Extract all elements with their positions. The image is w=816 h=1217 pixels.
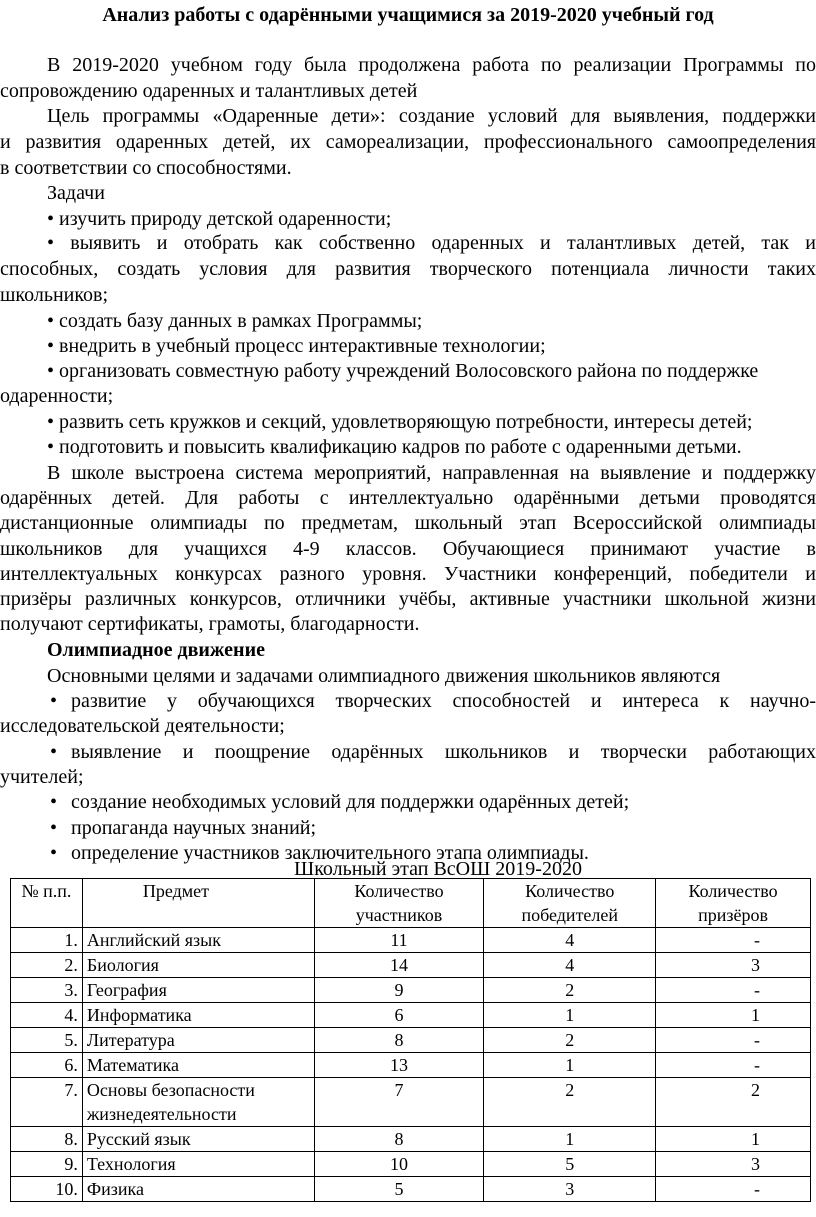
- winners-count: 1: [484, 1127, 656, 1152]
- task-item: • подготовить и повысить квалификацию кадров по работе с одаренными детьми.: [47, 436, 742, 458]
- table-row: [11, 953, 811, 978]
- prize-winners-count: -: [656, 1053, 811, 1078]
- bullet-icon: •: [50, 842, 58, 864]
- prize-winners-count: 1: [656, 1003, 811, 1028]
- table-row: [11, 928, 811, 953]
- winners-count: 2: [484, 978, 656, 1003]
- table-row: [11, 1127, 811, 1152]
- task-item: • создать базу данных в рамках Программы;: [47, 310, 423, 332]
- system-paragraph-line: получают сертификаты, грамоты, благодарности.: [0, 613, 420, 635]
- olymp-goal-text: определение участников заключительного этапа олимпиады.: [71, 842, 589, 864]
- olymp-goal-continuation: исследовательской деятельности;: [0, 715, 285, 737]
- participants-count: 13: [314, 1053, 484, 1078]
- row-number: 9.: [11, 1152, 83, 1177]
- subject-name: Английский язык: [82, 928, 314, 953]
- system-paragraph-line: одарённых детей. Для работы с интеллектуально одарёнными детьми проводятся: [0, 487, 816, 509]
- col-header-participants: Количество участников: [314, 879, 484, 928]
- olymp-goal-text: создание необходимых условий для поддержки одарённых детей;: [71, 791, 630, 813]
- row-number: 5.: [11, 1028, 83, 1053]
- table-row: [11, 1177, 811, 1202]
- task-item: школьников;: [0, 284, 109, 306]
- system-paragraph-line: школьников для учащихся 4-9 классов. Обучающиеся принимают участие в: [0, 538, 816, 560]
- col-header-subject: Предмет: [82, 879, 314, 928]
- task-item: • внедрить в учебный процесс интерактивные технологии;: [47, 335, 546, 357]
- table-row: [11, 1078, 811, 1127]
- subject-name: Биология: [82, 953, 314, 978]
- row-number: 2.: [11, 953, 83, 978]
- prize-winners-count: -: [656, 1028, 811, 1053]
- system-paragraph-line: интеллектуальных конкурсах разного уровня. Участники конференций, победители и: [0, 563, 816, 585]
- system-paragraph-line: В школе выстроена система мероприятий, направленная на выявление и поддержку: [47, 462, 816, 484]
- winners-count: 2: [484, 1078, 656, 1127]
- intro-line: в соответствии со способностями.: [0, 157, 292, 179]
- subject-name: Русский язык: [82, 1127, 314, 1152]
- system-paragraph-line: дистанционные олимпиады по предметам, школьный этап Всероссийской олимпиады: [0, 512, 816, 534]
- participants-count: 10: [314, 1152, 484, 1177]
- olymp-goal-text: выявление и поощрение одарённых школьников и творчески работающих: [71, 741, 816, 763]
- winners-count: 4: [484, 928, 656, 953]
- winners-count: 4: [484, 953, 656, 978]
- participants-count: 6: [314, 1003, 484, 1028]
- intro-line: В 2019-2020 учебном году была продолжена работа по реализации Программы по: [47, 54, 816, 76]
- participants-count: 14: [314, 953, 484, 978]
- prize-winners-count: 3: [656, 953, 811, 978]
- participants-count: 8: [314, 1127, 484, 1152]
- table-header-row: [11, 879, 811, 928]
- row-number: 6.: [11, 1053, 83, 1078]
- task-item: • изучить природу детской одаренности;: [47, 208, 392, 230]
- olymp-heading: Олимпиадное движение: [47, 639, 265, 661]
- prize-winners-count: 1: [656, 1127, 811, 1152]
- task-item: способных, создать условия для развития творческого потенциала личности таких: [0, 258, 816, 280]
- col-header-number: № п.п.: [11, 879, 83, 928]
- task-item: • развить сеть кружков и секций, удовлетворяющую потребности, интересы детей;: [47, 411, 753, 433]
- participants-count: 11: [314, 928, 484, 953]
- table-row: [11, 1152, 811, 1177]
- intro-line: сопровождению одаренных и талантливых детей: [0, 80, 418, 102]
- subject-name: География: [82, 978, 314, 1003]
- intro-line: Цель программы «Одаренные дети»: создание условий для выявления, поддержки: [47, 105, 816, 127]
- subject-name: Информатика: [82, 1003, 314, 1028]
- task-item: • выявить и отобрать как собственно одаренных и талантливых детей, так и: [47, 232, 816, 254]
- table-row: [11, 1003, 811, 1028]
- subject-name: Физика: [82, 1177, 314, 1202]
- olymp-intro: Основными целями и задачами олимпиадного движения школьников являются: [47, 665, 721, 687]
- prize-winners-count: -: [656, 1177, 811, 1202]
- row-number: 8.: [11, 1127, 83, 1152]
- system-paragraph-line: призёры различных конкурсов, отличники учёбы, активные участники школьной жизни: [0, 588, 816, 610]
- prize-winners-count: -: [656, 928, 811, 953]
- intro-line: и развития одаренных детей, их самореализации, профессионального самоопределения: [0, 131, 816, 153]
- col-header-prize-winners: Количество призёров: [656, 879, 811, 928]
- bullet-icon: •: [50, 690, 58, 712]
- bullet-icon: •: [50, 791, 58, 813]
- table-row: [11, 1053, 811, 1078]
- winners-count: 2: [484, 1028, 656, 1053]
- olymp-goal-text: пропаганда научных знаний;: [71, 817, 317, 839]
- prize-winners-count: -: [656, 978, 811, 1003]
- participants-count: 8: [314, 1028, 484, 1053]
- row-number: 4.: [11, 1003, 83, 1028]
- tasks-heading: Задачи: [47, 182, 105, 204]
- prize-winners-count: 3: [656, 1152, 811, 1177]
- subject-name: Основы безопасности жизнедеятельности: [82, 1078, 314, 1127]
- subject-name: Математика: [82, 1053, 314, 1078]
- bullet-icon: •: [50, 817, 58, 839]
- winners-count: 5: [484, 1152, 656, 1177]
- winners-count: 1: [484, 1003, 656, 1028]
- participants-count: 9: [314, 978, 484, 1003]
- bullet-icon: •: [50, 741, 58, 763]
- row-number: 10.: [11, 1177, 83, 1202]
- subject-name: Технология: [82, 1152, 314, 1177]
- participants-count: 5: [314, 1177, 484, 1202]
- task-item: одаренности;: [0, 385, 114, 407]
- row-number: 7.: [11, 1078, 83, 1127]
- winners-count: 1: [484, 1053, 656, 1078]
- table-caption: Школьный этап ВсОШ 2019-2020: [294, 858, 582, 880]
- page-title: Анализ работы с одарёнными учащимися за 2019-2020 учебный год: [102, 4, 714, 26]
- olymp-goal-text: развитие у обучающихся творческих способностей и интереса к научно-: [71, 690, 816, 712]
- col-header-winners: Количество победителей: [484, 879, 656, 928]
- row-number: 3.: [11, 978, 83, 1003]
- winners-count: 3: [484, 1177, 656, 1202]
- olympiad-results-table: [10, 878, 811, 1202]
- participants-count: 7: [314, 1078, 484, 1127]
- prize-winners-count: 2: [656, 1078, 811, 1127]
- olymp-goal-continuation: учителей;: [0, 766, 84, 788]
- subject-name: Литература: [82, 1028, 314, 1053]
- row-number: 1.: [11, 928, 83, 953]
- table-row: [11, 1028, 811, 1053]
- task-item: • организовать совместную работу учреждений Волосовского района по поддержке: [47, 360, 759, 382]
- table-row: [11, 978, 811, 1003]
